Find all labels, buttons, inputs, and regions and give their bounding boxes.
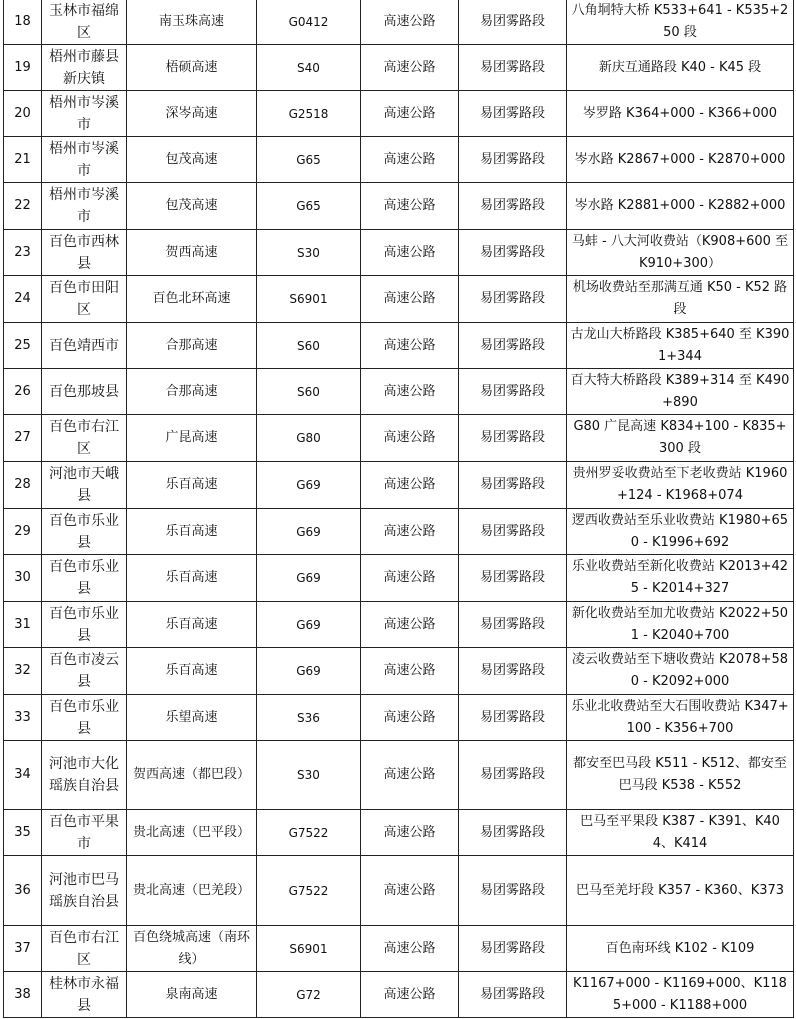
cell-location: 百色市乐业县 xyxy=(42,555,127,602)
table-row xyxy=(4,0,794,45)
cell-road-code: G0412 xyxy=(257,0,361,45)
cell-road-type: 高速公路 xyxy=(361,741,459,810)
cell-road-type: 高速公路 xyxy=(361,369,459,415)
cell-index: 27 xyxy=(4,415,42,462)
cell-index: 37 xyxy=(4,926,42,972)
table-row xyxy=(4,810,794,856)
cell-road-code: S6901 xyxy=(257,926,361,972)
cell-road-code: G65 xyxy=(257,183,361,230)
cell-road-code: S6901 xyxy=(257,276,361,323)
cell-index: 28 xyxy=(4,462,42,509)
cell-hazard-type: 易团雾路段 xyxy=(459,183,567,230)
table-row xyxy=(4,462,794,509)
cell-road-name: 深岑高速 xyxy=(127,91,257,137)
cell-location: 百色市乐业县 xyxy=(42,509,127,555)
cell-section: 八角垌特大桥 K533+641 - K535+250 段 xyxy=(567,0,794,45)
cell-index: 29 xyxy=(4,509,42,555)
cell-road-code: S40 xyxy=(257,45,361,91)
cell-road-type: 高速公路 xyxy=(361,695,459,741)
cell-section: 岑罗路 K364+000 - K366+000 xyxy=(567,91,794,137)
table-row xyxy=(4,323,794,369)
cell-road-code: G69 xyxy=(257,509,361,555)
cell-road-code: G80 xyxy=(257,415,361,462)
cell-hazard-type: 易团雾路段 xyxy=(459,741,567,810)
cell-hazard-type: 易团雾路段 xyxy=(459,230,567,276)
cell-road-type: 高速公路 xyxy=(361,810,459,856)
cell-hazard-type: 易团雾路段 xyxy=(459,91,567,137)
cell-section: K1167+000 - K1169+000、K1185+000 - K1188+000 xyxy=(567,972,794,1018)
cell-section: 巴马至羌圩段 K357 - K360、K373 xyxy=(567,856,794,926)
cell-road-name: 乐望高速 xyxy=(127,695,257,741)
cell-road-code: S60 xyxy=(257,369,361,415)
table-row xyxy=(4,91,794,137)
cell-road-code: G69 xyxy=(257,648,361,695)
cell-location: 梧州市岑溪市 xyxy=(42,137,127,183)
cell-road-code: G65 xyxy=(257,137,361,183)
cell-road-type: 高速公路 xyxy=(361,972,459,1018)
cell-section: 凌云收费站至下塘收费站 K2078+580 - K2092+000 xyxy=(567,648,794,695)
cell-location: 百色市西林县 xyxy=(42,230,127,276)
cell-hazard-type: 易团雾路段 xyxy=(459,695,567,741)
cell-index: 19 xyxy=(4,45,42,91)
cell-road-name: 贵北高速（巴平段） xyxy=(127,810,257,856)
cell-hazard-type: 易团雾路段 xyxy=(459,276,567,323)
cell-road-code: G69 xyxy=(257,462,361,509)
cell-index: 34 xyxy=(4,741,42,810)
cell-hazard-type: 易团雾路段 xyxy=(459,602,567,648)
cell-road-type: 高速公路 xyxy=(361,462,459,509)
cell-section: 马蚌 - 八大河收费站（K908+600 至 K910+300） xyxy=(567,230,794,276)
cell-location: 百色市平果市 xyxy=(42,810,127,856)
cell-road-code: G69 xyxy=(257,602,361,648)
table-row xyxy=(4,972,794,1018)
table-row xyxy=(4,230,794,276)
table-row xyxy=(4,415,794,462)
cell-location: 梧州市岑溪市 xyxy=(42,91,127,137)
cell-road-type: 高速公路 xyxy=(361,415,459,462)
table-row xyxy=(4,741,794,810)
table-row xyxy=(4,695,794,741)
cell-location: 百色市右江区 xyxy=(42,926,127,972)
cell-road-type: 高速公路 xyxy=(361,509,459,555)
cell-hazard-type: 易团雾路段 xyxy=(459,972,567,1018)
cell-road-code: S30 xyxy=(257,741,361,810)
cell-index: 26 xyxy=(4,369,42,415)
cell-index: 18 xyxy=(4,0,42,45)
cell-location: 百色市凌云县 xyxy=(42,648,127,695)
cell-road-type: 高速公路 xyxy=(361,230,459,276)
cell-road-name: 乐百高速 xyxy=(127,462,257,509)
cell-road-type: 高速公路 xyxy=(361,856,459,926)
cell-road-code: S36 xyxy=(257,695,361,741)
cell-location: 百色市右江区 xyxy=(42,415,127,462)
cell-section: 巴马至平果段 K387 - K391、K404、K414 xyxy=(567,810,794,856)
cell-road-type: 高速公路 xyxy=(361,183,459,230)
cell-road-name: 包茂高速 xyxy=(127,137,257,183)
cell-index: 23 xyxy=(4,230,42,276)
cell-road-code: G2518 xyxy=(257,91,361,137)
cell-location: 桂林市永福县 xyxy=(42,972,127,1018)
cell-hazard-type: 易团雾路段 xyxy=(459,555,567,602)
cell-hazard-type: 易团雾路段 xyxy=(459,810,567,856)
cell-location: 河池市巴马瑶族自治县 xyxy=(42,856,127,926)
cell-index: 32 xyxy=(4,648,42,695)
cell-road-name: 乐百高速 xyxy=(127,648,257,695)
cell-road-name: 乐百高速 xyxy=(127,555,257,602)
cell-index: 31 xyxy=(4,602,42,648)
cell-road-name: 包茂高速 xyxy=(127,183,257,230)
cell-road-type: 高速公路 xyxy=(361,926,459,972)
table-row xyxy=(4,45,794,91)
cell-road-name: 贵北高速（巴羌段） xyxy=(127,856,257,926)
cell-section: 逻西收费站至乐业收费站 K1980+650 - K1996+692 xyxy=(567,509,794,555)
cell-road-code: S60 xyxy=(257,323,361,369)
cell-index: 24 xyxy=(4,276,42,323)
cell-hazard-type: 易团雾路段 xyxy=(459,0,567,45)
cell-section: 贵州罗妥收费站至下老收费站 K1960+124 - K1968+074 xyxy=(567,462,794,509)
cell-road-type: 高速公路 xyxy=(361,602,459,648)
cell-hazard-type: 易团雾路段 xyxy=(459,462,567,509)
table-row xyxy=(4,276,794,323)
cell-location: 梧州市岑溪市 xyxy=(42,183,127,230)
cell-road-name: 百色绕城高速（南环线） xyxy=(127,926,257,972)
cell-section: 新庆互通路段 K40 - K45 段 xyxy=(567,45,794,91)
cell-road-name: 合那高速 xyxy=(127,323,257,369)
cell-road-name: 乐百高速 xyxy=(127,509,257,555)
cell-index: 35 xyxy=(4,810,42,856)
cell-hazard-type: 易团雾路段 xyxy=(459,415,567,462)
cell-road-code: G7522 xyxy=(257,810,361,856)
cell-road-type: 高速公路 xyxy=(361,323,459,369)
table-row xyxy=(4,926,794,972)
cell-hazard-type: 易团雾路段 xyxy=(459,509,567,555)
cell-section: 都安至巴马段 K511 - K512、都安至巴马段 K538 - K552 xyxy=(567,741,794,810)
cell-section: 古龙山大桥路段 K385+640 至 K3901+344 xyxy=(567,323,794,369)
cell-hazard-type: 易团雾路段 xyxy=(459,45,567,91)
cell-road-code: G72 xyxy=(257,972,361,1018)
table-body xyxy=(4,0,794,1018)
cell-location: 百色市田阳区 xyxy=(42,276,127,323)
cell-section: 岑水路 K2867+000 - K2870+000 xyxy=(567,137,794,183)
cell-hazard-type: 易团雾路段 xyxy=(459,323,567,369)
cell-hazard-type: 易团雾路段 xyxy=(459,856,567,926)
cell-road-type: 高速公路 xyxy=(361,0,459,45)
table-row xyxy=(4,648,794,695)
table-row xyxy=(4,509,794,555)
table-row xyxy=(4,856,794,926)
cell-index: 30 xyxy=(4,555,42,602)
cell-location: 梧州市藤县新庆镇 xyxy=(42,45,127,91)
cell-road-name: 贺西高速（都巴段） xyxy=(127,741,257,810)
cell-section: 新化收费站至加尤收费站 K2022+501 - K2040+700 xyxy=(567,602,794,648)
cell-road-name: 广昆高速 xyxy=(127,415,257,462)
cell-location: 百色市乐业县 xyxy=(42,695,127,741)
cell-index: 36 xyxy=(4,856,42,926)
cell-hazard-type: 易团雾路段 xyxy=(459,926,567,972)
cell-location: 百色市乐业县 xyxy=(42,602,127,648)
cell-road-name: 南玉珠高速 xyxy=(127,0,257,45)
cell-road-code: G7522 xyxy=(257,856,361,926)
cell-road-name: 贺西高速 xyxy=(127,230,257,276)
cell-road-name: 合那高速 xyxy=(127,369,257,415)
cell-road-type: 高速公路 xyxy=(361,45,459,91)
cell-road-code: G69 xyxy=(257,555,361,602)
fog-road-table xyxy=(3,0,794,1018)
cell-index: 38 xyxy=(4,972,42,1018)
cell-road-name: 梧硕高速 xyxy=(127,45,257,91)
cell-section: 乐业收费站至新化收费站 K2013+425 - K2014+327 xyxy=(567,555,794,602)
cell-index: 21 xyxy=(4,137,42,183)
cell-section: G80 广昆高速 K834+100 - K835+300 段 xyxy=(567,415,794,462)
cell-road-name: 百色北环高速 xyxy=(127,276,257,323)
cell-road-type: 高速公路 xyxy=(361,91,459,137)
table-row xyxy=(4,602,794,648)
cell-hazard-type: 易团雾路段 xyxy=(459,137,567,183)
cell-road-type: 高速公路 xyxy=(361,137,459,183)
cell-location: 河池市大化瑶族自治县 xyxy=(42,741,127,810)
cell-hazard-type: 易团雾路段 xyxy=(459,369,567,415)
cell-road-name: 泉南高速 xyxy=(127,972,257,1018)
cell-road-code: S30 xyxy=(257,230,361,276)
table-row xyxy=(4,137,794,183)
cell-location: 百色那坡县 xyxy=(42,369,127,415)
cell-road-name: 乐百高速 xyxy=(127,602,257,648)
cell-section: 岑水路 K2881+000 - K2882+000 xyxy=(567,183,794,230)
cell-section: 机场收费站至那满互通 K50 - K52 路段 xyxy=(567,276,794,323)
cell-road-type: 高速公路 xyxy=(361,648,459,695)
cell-location: 百色靖西市 xyxy=(42,323,127,369)
cell-section: 百大特大桥路段 K389+314 至 K490+890 xyxy=(567,369,794,415)
table-row xyxy=(4,183,794,230)
table-row xyxy=(4,555,794,602)
cell-location: 河池市天峨县 xyxy=(42,462,127,509)
cell-hazard-type: 易团雾路段 xyxy=(459,648,567,695)
cell-section: 百色南环线 K102 - K109 xyxy=(567,926,794,972)
cell-section: 乐业北收费站至大石围收费站 K347+100 - K356+700 xyxy=(567,695,794,741)
cell-location: 玉林市福绵区 xyxy=(42,0,127,45)
cell-index: 22 xyxy=(4,183,42,230)
table-row xyxy=(4,369,794,415)
cell-index: 33 xyxy=(4,695,42,741)
cell-road-type: 高速公路 xyxy=(361,276,459,323)
cell-index: 25 xyxy=(4,323,42,369)
cell-index: 20 xyxy=(4,91,42,137)
cell-road-type: 高速公路 xyxy=(361,555,459,602)
